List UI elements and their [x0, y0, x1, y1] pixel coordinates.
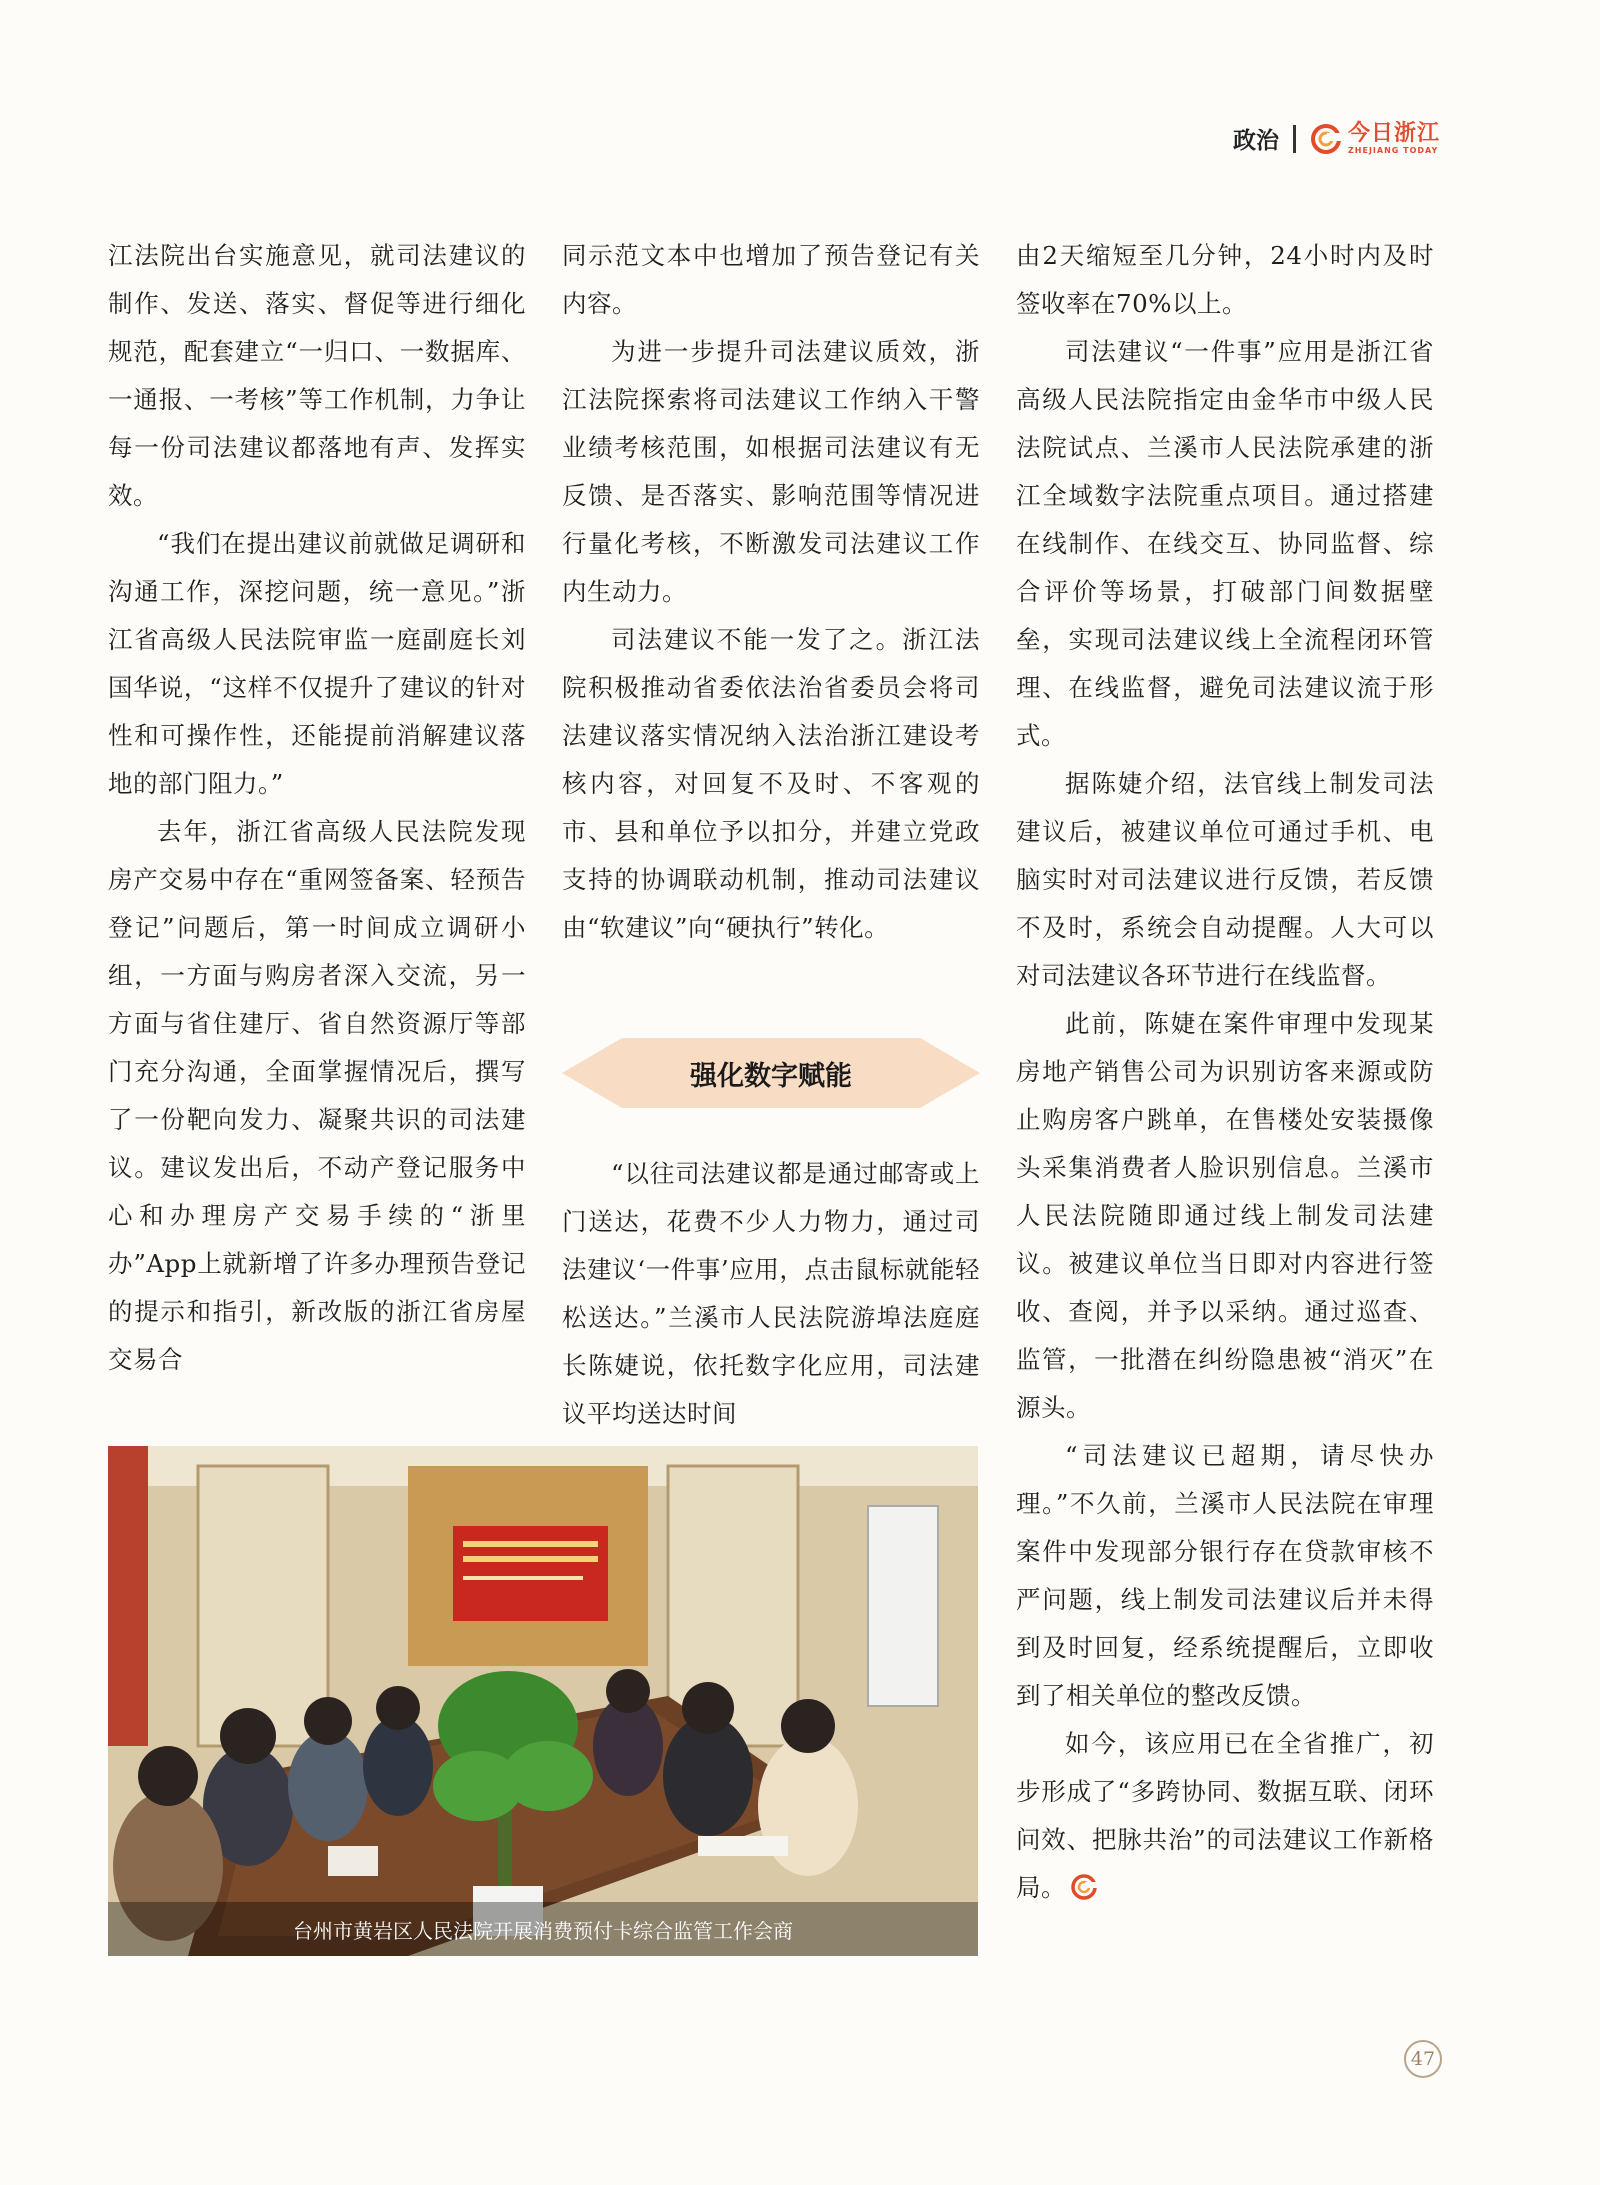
paragraph: 江法院出台实施意见，就司法建议的制作、发送、落实、督促等进行细化规范，配套建立“一归口、一数据库、一通报、一考核”等工作机制，力争让每一份司法建议都落地有声、发挥实效。 — [108, 241, 526, 510]
meeting-photo-illustration — [108, 1446, 978, 1956]
end-mark-icon — [1070, 1873, 1098, 1901]
logo-swirl-icon — [1310, 123, 1342, 155]
article-column-3 — [1016, 232, 1434, 1912]
article-column-2 — [562, 232, 980, 952]
paragraph: 去年，浙江省高级人民法院发现房产交易中存在“重网签备案、轻预告登记”问题后，第一时间成立调研小组，一方面与购房者深入交流，另一方面与省住建厅、省自然资源厅等部门充分沟通，全面掌握情况后，撰写了一份靶向发力、凝聚共识的司法建议。建议发出后，不动产登记服务中心和办理房产交易手续的“浙里办”App上就新增了许多办理预告登记的提示和指引，新改版的浙江省房屋交易合 — [108, 817, 526, 1374]
paragraph: “以往司法建议都是通过邮寄或上门送达，花费不少人力物力，通过司法建议‘一件事’应用，点击鼠标就能轻松送达。”兰溪市人民法院游埠法庭庭长陈婕说，依托数字化应用，司法建议平均送达时间 — [562, 1159, 980, 1428]
section-label: 政治 — [1232, 128, 1279, 154]
photo-caption: 台州市黄岩区人民法院开展消费预付卡综合监管工作会商 — [108, 1902, 978, 1956]
final-paragraph-text: 如今，该应用已在全省推广，初步形成了“多跨协同、数据互联、闭环问效、把脉共治”的司法建议工作新格局。 — [1016, 1729, 1434, 1902]
paragraph: “我们在提出建议前就做足调研和沟通工作，深挖问题，统一意见。”浙江省高级人民法院审监一庭副庭长刘国华说，“这样不仅提升了建议的针对性和可操作性，还能提前消解建议落地的部门阻力。” — [108, 529, 526, 798]
paragraph: 据陈婕介绍，法官线上制发司法建议后，被建议单位可通过手机、电脑实时对司法建议进行反馈，若反馈不及时，系统会自动提醒。人大可以对司法建议各环节进行在线监督。 — [1016, 769, 1434, 990]
section-subheading — [562, 1038, 980, 1108]
logo-chinese-text: 今日浙江 — [1347, 120, 1440, 146]
paragraph: 为进一步提升司法建议质效，浙江法院探索将司法建议工作纳入干警业绩考核范围，如根据司法建议有无反馈、是否落实、影响范围等情况进行量化考核，不断激发司法建议工作内生动力。 — [562, 337, 980, 606]
logo-english-text: ZHEJIANG TODAY — [1347, 145, 1439, 155]
meeting-photo — [108, 1446, 978, 1956]
paragraph: 同示范文本中也增加了预告登记有关内容。 — [562, 241, 980, 318]
magazine-logo — [1310, 120, 1440, 155]
paragraph-final — [1016, 1720, 1434, 1912]
paragraph: “司法建议已超期，请尽快办理。”不久前，兰溪市人民法院在审理案件中发现部分银行存在贷款审核不严问题，线上制发司法建议后并未得到及时回复，经系统提醒后，立即收到了相关单位的整改反馈。 — [1016, 1441, 1434, 1710]
article-column-1 — [108, 232, 526, 1384]
header-divider — [1293, 125, 1296, 153]
page-header — [1233, 122, 1440, 155]
paragraph: 此前，陈婕在案件审理中发现某房地产销售公司为识别访客来源或防止购房客户跳单，在售楼处安装摄像头采集消费者人脸识别信息。兰溪市人民法院随即通过线上制发司法建议。被建议单位当日即对内容进行签收、查阅，并予以采纳。通过巡查、监管，一批潜在纠纷隐患被“消灭”在源头。 — [1016, 1009, 1434, 1422]
paragraph: 司法建议不能一发了之。浙江法院积极推动省委依法治省委员会将司法建议落实情况纳入法治浙江建设考核内容，对回复不及时、不客观的市、县和单位予以扣分，并建立党政支持的协调联动机制，推动司法建议由“软建议”向“硬执行”转化。 — [562, 625, 980, 942]
article-column-2-continued — [562, 1150, 980, 1438]
paragraph: 由2天缩短至几分钟，24小时内及时签收率在70%以上。 — [1016, 241, 1434, 318]
paragraph: 司法建议“一件事”应用是浙江省高级人民法院指定由金华市中级人民法院试点、兰溪市人民法院承建的浙江全域数字法院重点项目。通过搭建在线制作、在线交互、协同监督、综合评价等场景，打破部门间数据壁垒，实现司法建议线上全流程闭环管理、在线监督，避免司法建议流于形式。 — [1016, 337, 1434, 750]
page-number: 47 — [1404, 2040, 1442, 2078]
subheading-text: 强化数字赋能 — [690, 1060, 852, 1092]
